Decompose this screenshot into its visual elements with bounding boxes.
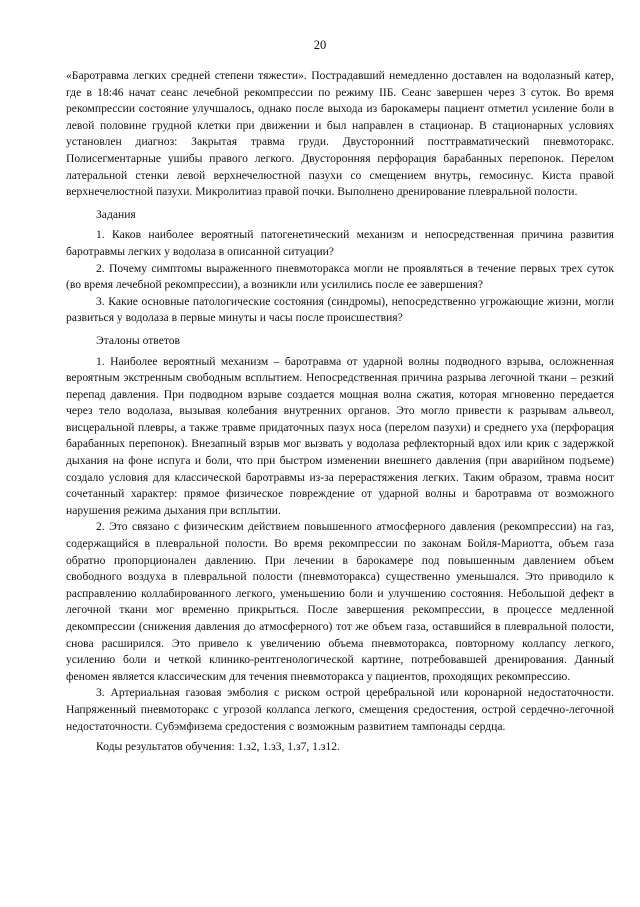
case-description-paragraph: «Баротравма легких средней степени тяжести». Пострадавший немедленно доставлен на водолазный катер, где в 18:46 начат сеанс лечебной рекомпрессии по режиму IIБ. Сеанс завершен через 3 суток. Во время рекомпрессии состояние улучшалось, однако после выхода из барокамеры пациент отметил усиление боли в левой половине грудной клетки при движении и был направлен в стационар. В стационарных условиях установлен диагноз: Закрытая травма груди. Двусторонний посттравматический пневмоторакс. Полисегментарные ушибы правого легкого. Двусторонняя перфорация барабанных перепонок. Перелом латеральной стенки левой верхнечелюстной пазухи со смещением внутрь, гемосинус. Киста правой верхнечелюстной пазухи. Микролитиаз правой почки. Выполнено дренирование плевральной полости.: [66, 69, 614, 199]
document-body: [66, 68, 614, 756]
task-item-1: 1. Каков наиболее вероятный патогенетический механизм и непосредственная причина развития баротравмы легких у водолаза в описанной ситуации?: [66, 228, 614, 258]
answer-item-3: 3. Артериальная газовая эмболия с риском острой церебральной или коронарной недостаточности. Напряженный пневмоторакс с угрозой коллапса легкого, смещения средостения, острой сердечно-легочной недостаточности. Субэмфизема средостения с возможным развитием тампонады сердца.: [66, 686, 614, 733]
task-item-3: 3. Какие основные патологические состояния (синдромы), непосредственно угрожающие жизни, могли развиться у водолаза в первые минуты и часы после происшествия?: [66, 294, 614, 325]
learning-outcome-codes: Коды результатов обучения: 1.з2, 1.з3, 1.з7, 1.з12.: [96, 740, 340, 754]
task-item-2: 2. Почему симптомы выраженного пневмоторакса могли не проявляться в течение первых трех суток (во время лечебной рекомпрессии), а возникли или усилились после ее завершения?: [66, 261, 614, 292]
tasks-heading: Задания: [96, 207, 136, 221]
answer-item-2: 2. Это связано с физическим действием повышенного атмосферного давления (рекомпрессии) на газ, содержащийся в плевральной полости. Во время рекомпрессии по законам Бойля-Мариотта, объем газа обратно пропорционален давлению. При лечении в барокамере под повышенным давлением объем свободного воздуха в плевральной полости (пневмоторакса) существенно уменьшался. Это приводило к расправлению коллабированного легкого, уменьшению боли и улучшению состояния. Небольшой дефект в легочной ткани мог временно прикрыться. После завершения рекомпрессии, в процессе медленной декомпрессии (снижения давления до атмосферного) тот же объем газа, оставшийся в плевральной полости, снова расширился. Это привело к увеличению объема пневмоторакса, повторному коллапсу легкого, усилению боли и четкой клинико-рентгенологической картине, потребовавшей дренирования. Данный феномен является классическим для течения пневмоторакса у пациентов, проходящих рекомпрессию.: [66, 520, 614, 683]
answer-item-1: 1. Наиболее вероятный механизм – баротравма от ударной волны подводного взрыва, осложненная вероятным экстренным свободным всплытием. Непосредственная причина разрыва легочной ткани – резкий перепад давления. При подводном взрыве создается мощная волна сжатия, которая мгновенно передается через тело водолаза, вызывая колебания внутренних органов. Это могло привести к разрывам альвеол, висцеральной плевры, а также травме придаточных пазух носа (перелом пазухи) и среднего уха (перфорация барабанных перепонок). Внезапный взрыв мог вызвать у водолаза рефлекторный вдох или крик с задержкой дыхания на фоне испуга и боли, что при быстром изменении внешнего давления (при аварийном подъеме) создало условия для классической баротравмы из-за перерастяжения легких. Таким образом, травма носит сочетанный характер: прямое физическое повреждение от ударной волны и баротравма от возможного нарушения режима дыхания при всплытии.: [66, 354, 614, 517]
page-number: 20: [313, 38, 327, 52]
answers-heading: Эталоны ответов: [96, 333, 181, 347]
